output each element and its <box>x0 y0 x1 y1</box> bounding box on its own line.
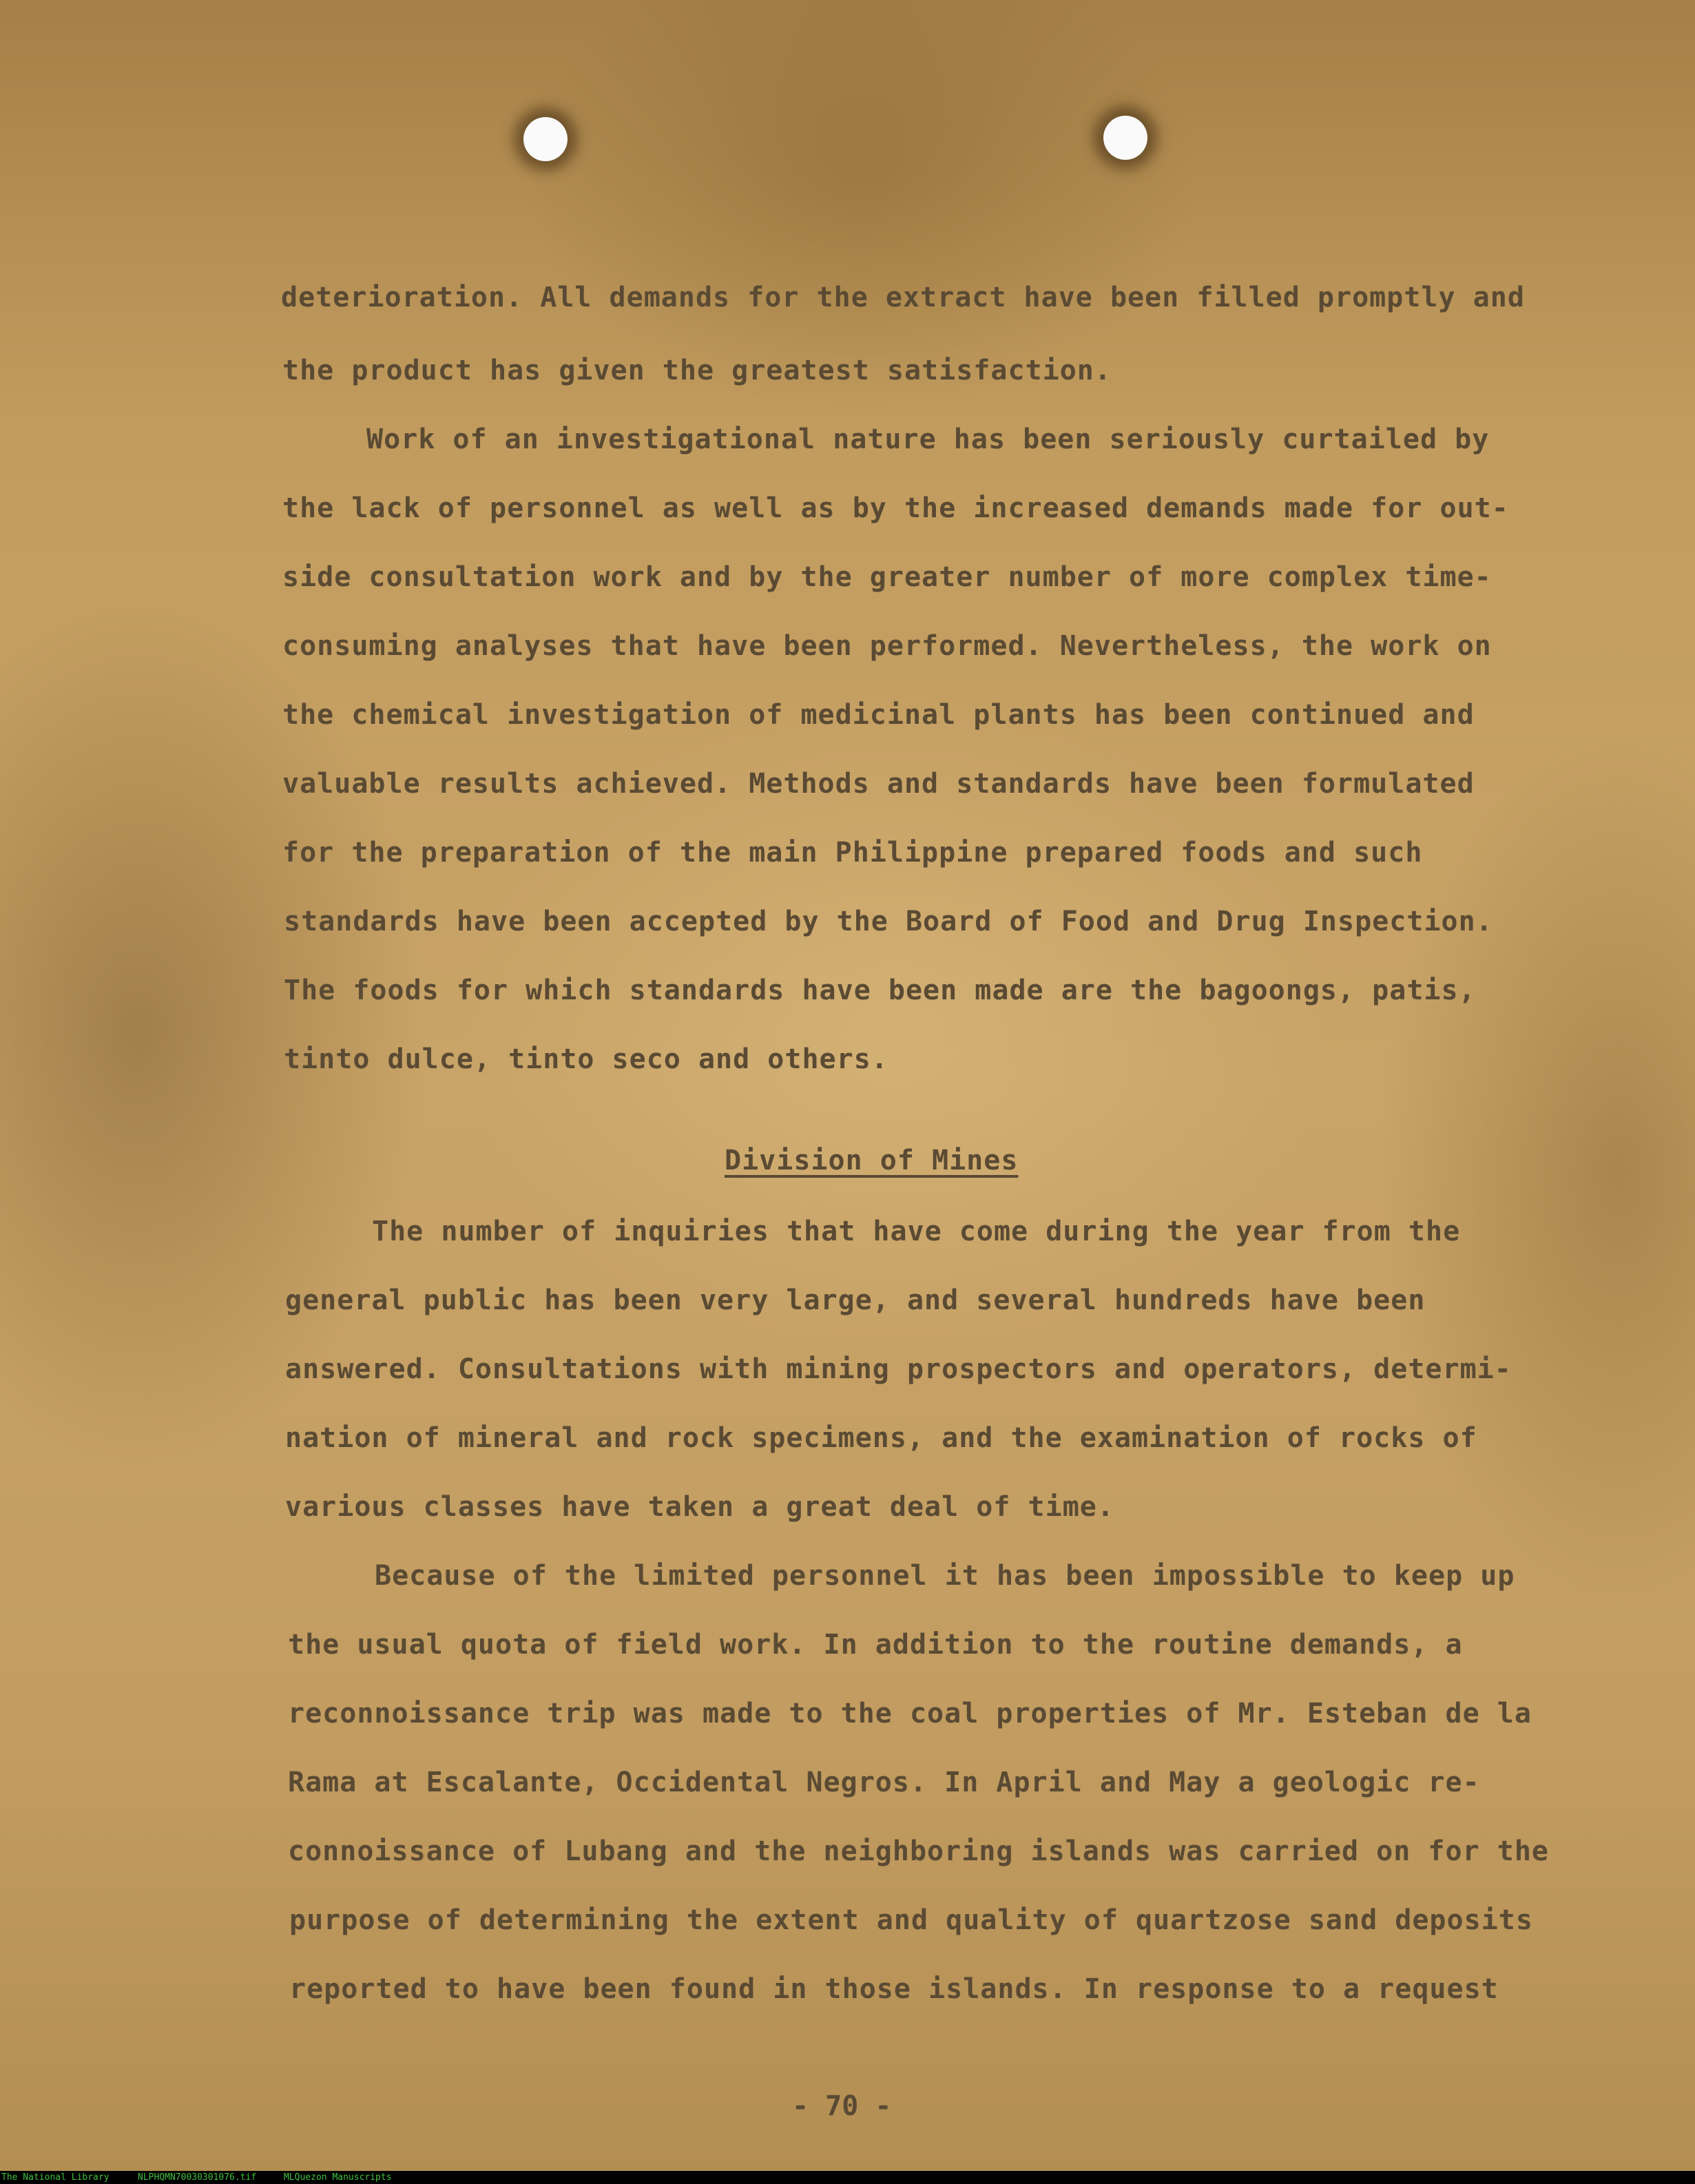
text-line: consuming analyses that have been performed. Nevertheless, the work on <box>282 630 1492 662</box>
text-line: the usual quota of field work. In addition to the routine demands, a <box>288 1629 1463 1661</box>
text-line: The foods for which standards have been made are the bagoongs, patis, <box>284 975 1476 1006</box>
punch-hole <box>1103 116 1147 160</box>
archive-footer <box>0 2171 1695 2184</box>
text-line: Because of the limited personnel it has been impossible to keep up <box>375 1560 1515 1592</box>
section-heading: Division of Mines <box>725 1145 1019 1176</box>
footer-collection: MLQuezon Manuscripts <box>284 2172 392 2183</box>
text-line: standards have been accepted by the Board of Food and Drug Inspection. <box>284 906 1493 937</box>
text-line: side consultation work and by the greater number of more complex time- <box>282 561 1492 593</box>
text-line: general public has been very large, and several hundreds have been <box>285 1285 1426 1316</box>
text-line: valuable results achieved. Methods and standards have been formulated <box>282 768 1475 800</box>
page-number: - 70 - <box>792 2090 892 2122</box>
text-line: various classes have taken a great deal of time. <box>285 1491 1114 1523</box>
text-line: reported to have been found in those islands. In response to a request <box>289 1973 1499 2005</box>
text-line: connoissance of Lubang and the neighboring islands was carried on for the <box>288 1835 1549 1867</box>
text-line: deterioration. All demands for the extract have been filled promptly and <box>281 282 1525 313</box>
text-line: purpose of determining the extent and quality of quartzose sand deposits <box>289 1904 1533 1936</box>
text-line: nation of mineral and rock specimens, and the examination of rocks of <box>285 1422 1477 1454</box>
footer-filename: NLPHQMN70030301076.tif <box>138 2172 257 2183</box>
text-line: the chemical investigation of medicinal plants has been continued and <box>282 699 1475 731</box>
text-line: the lack of personnel as well as by the increased demands made for out- <box>282 492 1509 524</box>
text-line: reconnoissance trip was made to the coal properties of Mr. Esteban de la <box>288 1698 1532 1729</box>
text-line: Rama at Escalante, Occidental Negros. In April and May a geologic re- <box>288 1767 1480 1798</box>
text-line: answered. Consultations with mining prospectors and operators, determi- <box>285 1353 1512 1385</box>
text-line: the product has given the greatest satisfaction. <box>282 355 1112 386</box>
text-line: Work of an investigational nature has been seriously curtailed by <box>366 424 1490 455</box>
footer-library: The National Library <box>1 2172 110 2183</box>
text-line: tinto dulce, tinto seco and others. <box>284 1043 888 1075</box>
text-line: The number of inquiries that have come during the year from the <box>372 1216 1461 1247</box>
punch-hole <box>523 117 568 161</box>
text-line: for the preparation of the main Philippine prepared foods and such <box>282 837 1423 869</box>
